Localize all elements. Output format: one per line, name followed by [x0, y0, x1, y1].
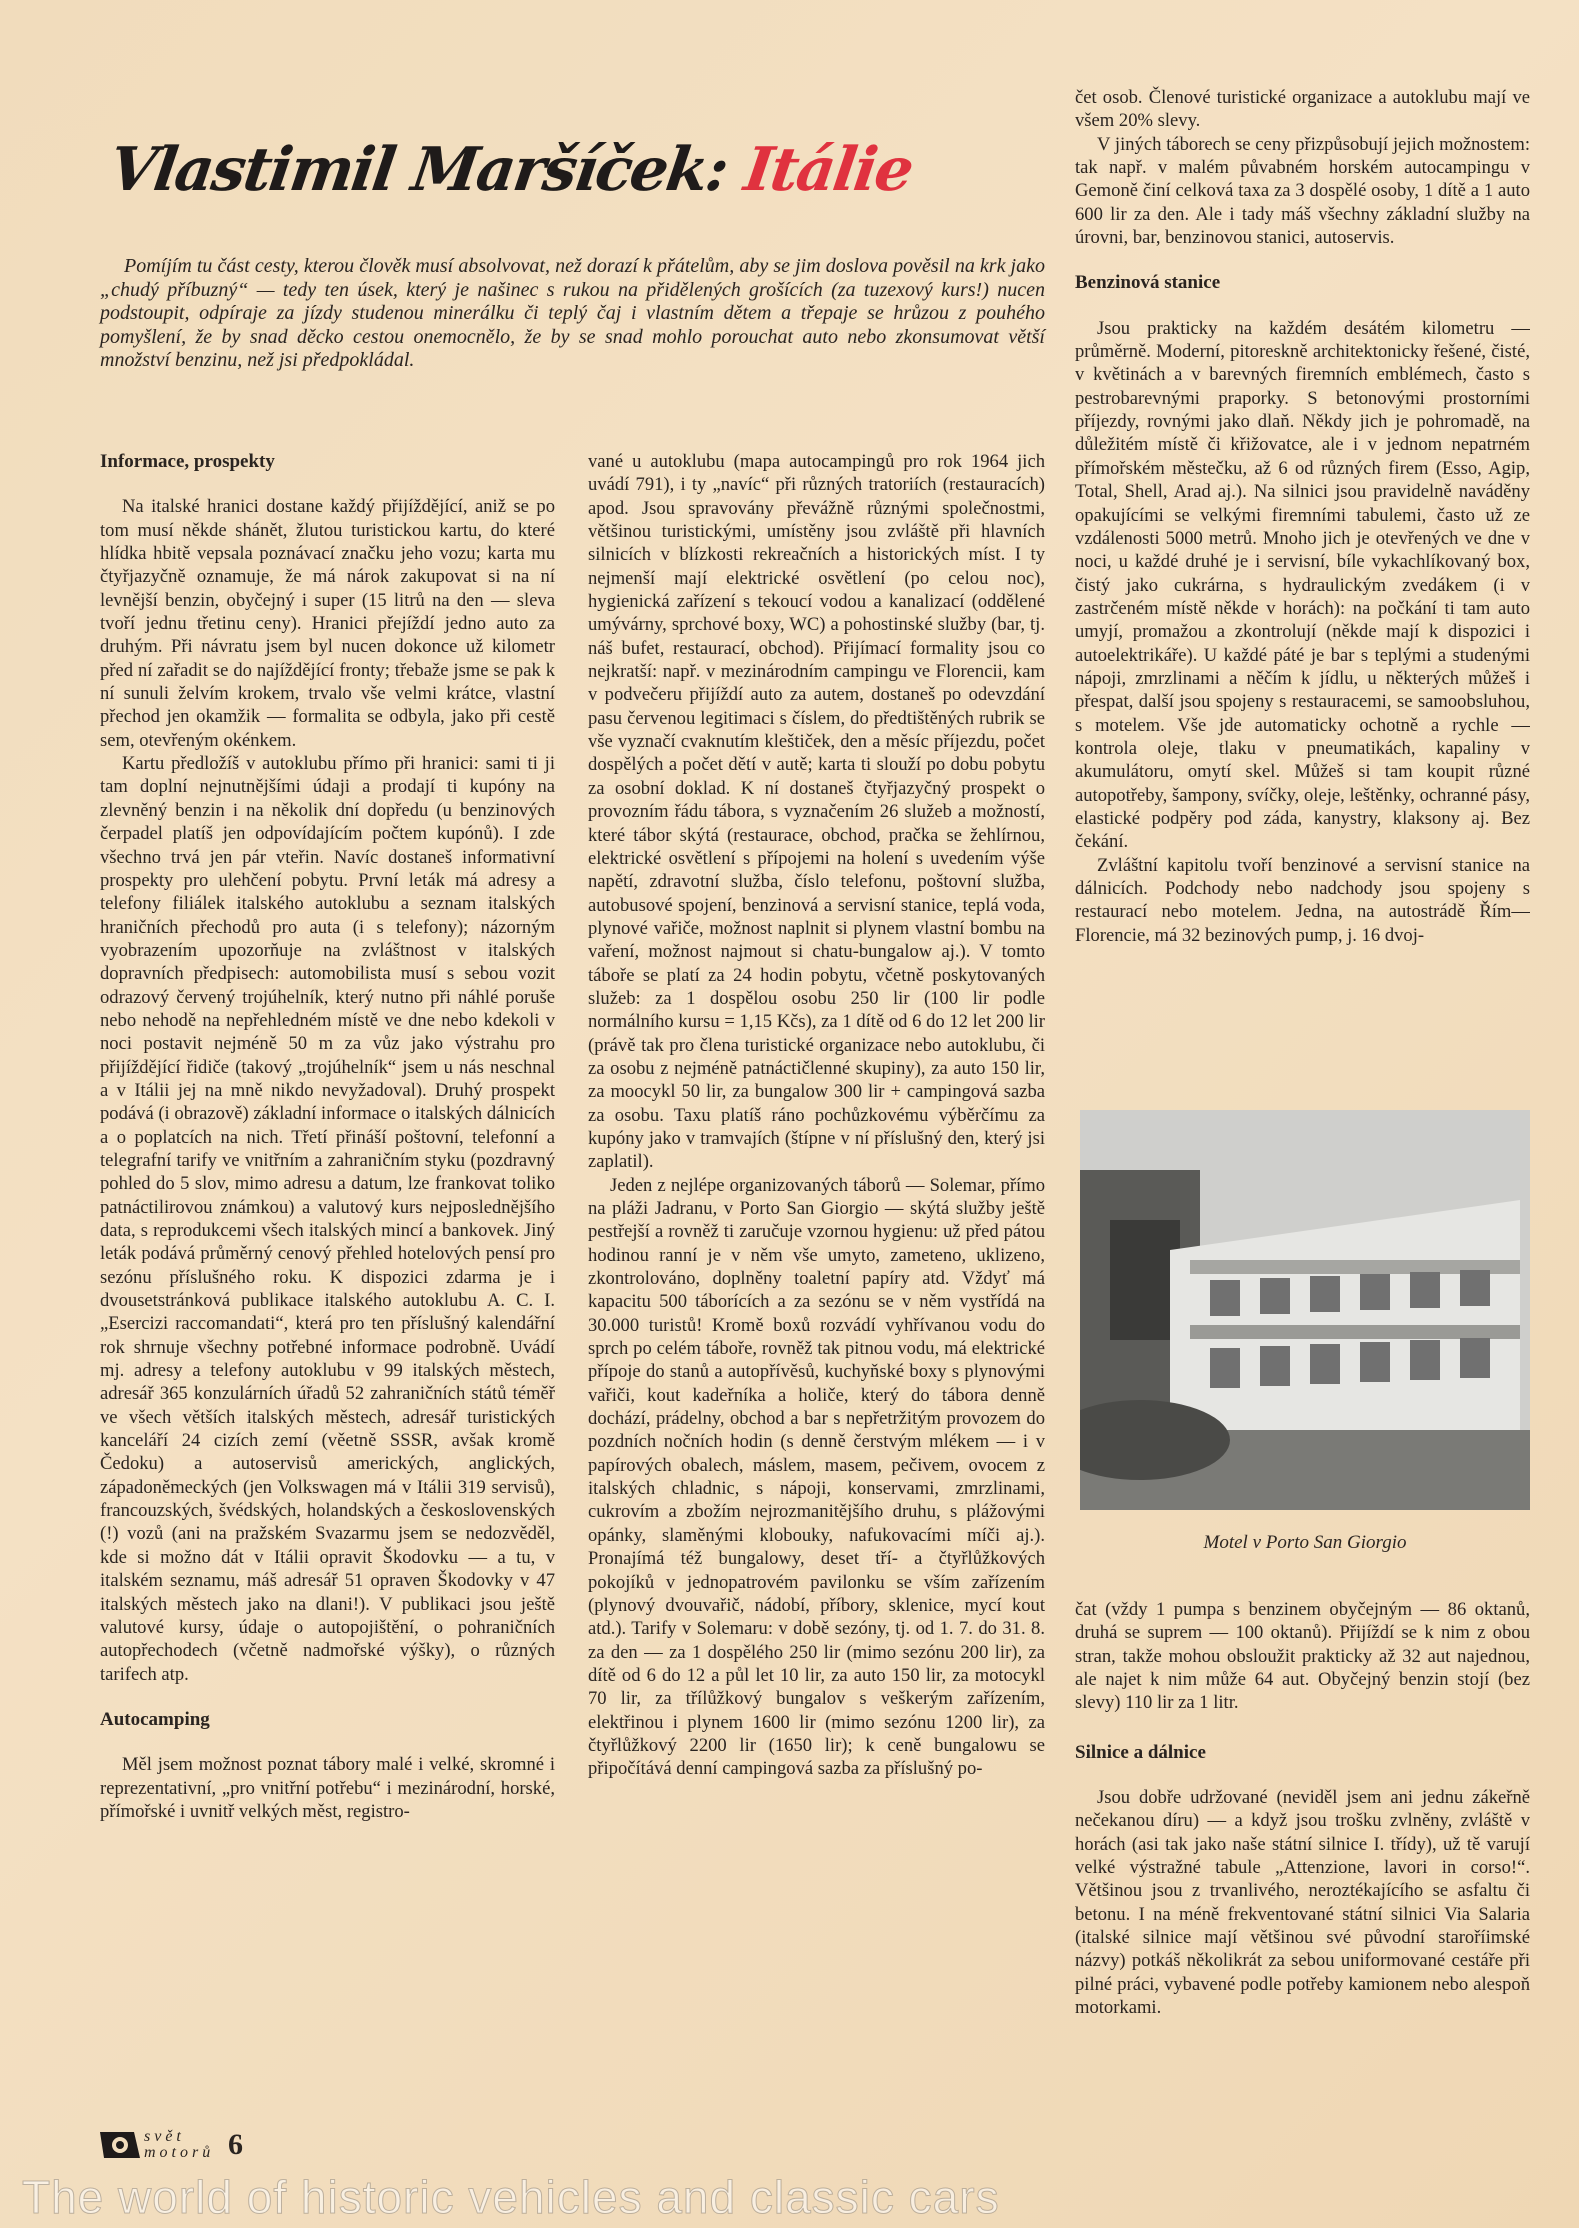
page-number: 6 — [228, 2128, 243, 2161]
column-3-bottom — [1075, 1598, 1530, 2098]
watermark-text: The world of historic vehicles and classic cars — [22, 2171, 1000, 2223]
paragraph: čet osob. Členové turistické organizace a autoklubu mají ve všem 20% slevy. — [1075, 87, 1530, 132]
paragraph: Kartu předložíš v autoklubu přímo při hranici: sami ti ji tam doplní nejnutnějšími údaji a prodají ti kupóny na zlevněný benzin i na několik dní dopředu (u benzinových čerpadel platíš jen odpovídajícím počtem kupónů). I zde všechno trvá jen pár vteřin. Navíc dostaneš informativní prospekty pro ulehčení pobytu. První leták má adresy a telefony filiálek italského autoklubu a seznam italských hraničních přechodů pro auta (i s telefony); názorným vyobrazením upozorňuje na zvláštnost v italských dopravních předpisech: automobilista musí s sebou vozit odrazový červený trojúhelník, který nutno při náhlé poruše nebo nehodě na nepřehledném místě ve dne nebo kdekoli v noci postavit nejméně 50 m za vůz jako výstrahu pro přijíždějící řidiče (takový „trojúhelník“ jsem u nás neschnal a v Itálii jej na mně nikdo nevyžadoval). Druhý prospekt podává (i obrazově) základní informace o italských dálnicích a o poplatcích na nich. Třetí přináší poštovní, telefonní a telegrafní tarify ve vnitřním a zahraničním styku (pozdravný pohled do 5 slov, mimo adresu a datum, lze frankovat toliko patnáctilirovou známkou) a valutový kurs nejposlednějšího data, s reprodukcemi všech italských mincí a bankovek. Jiný leták podává průměrný cenový přehled hotelových pensí pro sezónu příslušného roku. K dispozici zdarma je i dvousetstránková publikace italského autoklubu A. C. I. „Esercizi raccomandati“, která pro ten příslušný kalendářní rok shrnuje všechny potřebné informace podrobně. Uvádí mj. adresy a telefony autoklubu v 99 italských městech, adresář 365 konzulárních úřadů 52 zahraničních států téměř ve všech větších italských městech, adresář turistických kanceláří 24 cizích zemí (věetně SSSR, avšak kromě Čedoku) a autoservisů amerických, anglických, západoněmeckých (jen Volkswagen má v Itálii 319 servisů), francouzských, švédských, holandských a československých (!) vozů (ani na pražském Svazarmu jsem se nedozvěděl, kde si možno dát v Itálii opravit Škodovku — a tu, v italském seznamu, máš adresář 51 opraven Škodovky v 47 italských městech jako na dlani!). V publikaci jsou ještě valutové kursy, údaje o autopojištění, o pohraničních autopřechodech (včetně nadmořské výšky), o různých tarifech atp. — [100, 753, 555, 1685]
magazine-logo-icon — [100, 2130, 140, 2160]
article-title — [105, 95, 1050, 245]
section-heading: Autocamping — [100, 1708, 210, 1730]
intro-paragraph: Pomíjím tu část cesty, kterou člověk musí absolvovat, než dorazí k přátelům, aby se jim doslova pověsil na krk jako „chudý příbuzný“ — tedy ten úsek, který je našinec s rukou na přidělených grošících (za tuzexový kurs!) nucen podstoupit, odpíraje za jízdy studenou minerálku či teplý čaj i vlastním dětem a třepaje se hrůzou z pouhého pomyšlení, že by snad děcko cestou onemocnělo, že by se snad mohlo porouchat auto nebo zkonsumovat větší množství benzinu, než jsi předpokládal. — [100, 255, 1045, 372]
title-country: Itálie — [740, 135, 917, 205]
magazine-name: svět motorů — [144, 2128, 215, 2161]
photo-caption: Motel v Porto San Giorgio — [1203, 1532, 1407, 1553]
column-2 — [588, 450, 1045, 2090]
section-heading: Silnice a dálnice — [1075, 1741, 1206, 1763]
paragraph: Měl jsem možnost poznat tábory malé i velké, skromné i reprezentativní, „pro vnitřní potřebu“ i mezinárodní, horské, přímořské i uvnitř velkých měst, registro- — [100, 1754, 555, 1822]
paragraph: V jiných táborech se ceny přizpůsobují jejich možnostem: tak např. v malém půvabném horském autocampingu v Gemoně činí celková taxa za 3 dospělé osoby, 1 dítě a 1 auto 600 lir za den. Ale i tady máš všechny základní služby na úrovni, bar, benzinovou stanici, autoservis. — [1075, 133, 1530, 249]
column-1 — [100, 450, 555, 2090]
paragraph: Na italské hranici dostane každý přijíždějící, aniž se po tom musí někde shánět, žlutou turistickou kartu, do které hlídka hbitě vepsala poznávací značku jeho vozu; karta mu čtyřjazyčně oznamuje, že má nárok zakupovat si na ní levnější benzin, obyčejný i super (15 litrů na den — sleva tvoří jednu třetinu ceny). Hranici přejíždí jedno auto za druhým. Při návratu jsem byl nucen dokonce už kilometr před ní zařadit se do najíždějící fronty; třebaže jsme se pak k ní sunuli želvím krokem, trvalo vše velmi krátce, vlastní přechod jen okamžik — formalita se odbyla, jako při cestě sem, otevřeným okénkem. — [100, 496, 555, 751]
section-heading: Informace, prospekty — [100, 451, 275, 472]
magazine-footer — [100, 2128, 243, 2162]
section-heading: Benzinová stanice — [1075, 272, 1221, 294]
motel-photo — [1080, 1110, 1530, 1510]
paragraph: čat (vždy 1 pumpa s benzinem obyčejným — 86 oktanů, druhá se suprem — 100 oktanů). Přijíždí se k nim z obou stran, takže mohou obsloužit prakticky až 32 aut najednou, ale najet k nim může 64 aut. Obyčejný benzin stojí (bez slevy) 110 lir za 1 litr. — [1075, 1599, 1530, 1714]
paragraph: Jsou prakticky na každém desátém kilometru — průměrně. Moderní, pitoreskně architektonicky řešené, čisté, v květinách a v barevných firemních emblémech, často s pestrobarevnými praporky. S betonovými prostorními příjezdy, rovnými jako dlaň. Někdy jich je pohromadě, na důležitém místě či křižovatce, ale i v jednom nepatrném přímořském městečku, až 6 od různých firem (Esso, Agip, Total, Shell, Arad aj.). Na silnici jsou pravidelně naváděny opakujícími se velkými firemními tabulemi, často už ze vzdálenosti 5000 metrů. Mnoho jich je otevřených ve dne v noci, u každé druhé je i servisní, bíle vykachlíkovaný box, čistý jako cukrárna, s hydraulickým zvedákem (i v zastrčeném místě někde v horách): na počkání ti tam auto umyjí, promažou a zkontrolují (někde mají k dispozici i autoelektrikáře). U každé páté je bar s teplými a studenými nápoji, zmrzlinami a něčím k jídlu, u některých můžeš i přespat, další jsou spojeny s restauracemi, se samoobsluhou, s motelem. Vše jde automaticky ochotně a rychle — kontrola oleje, tlaku v pneumatikách, kapaliny v akumulátoru, omytí skel. Můžeš si tam koupit různé autopotřeby, šampony, svíčky, oleje, leštěnky, ochranné pásy, elastické podpěry pod záda, kanystry, klaksony aj. Bez čekání. — [1075, 317, 1530, 853]
paragraph: vané u autoklubu (mapa autocampingů pro rok 1964 jich uvádí 791), i ty „navíc“ při různých tratoriích (restauracích) apod. Jsou spravovány převážně různými společnostmi, většinou turistickými, umístěny jsou zvláště při hlavních silnicích v blízkosti rekreačních a historických míst. I ty nejmenší mají elektrické osvětlení (po celou noc), hygienická zařízení s tekoucí vodou a kanalizací (oddělené umývárny, sprchové boxy, WC) a pohostinské služby (bar, tj. náš bufet, restaurací, obchod). Přijímací formality jsou co nejkratší: např. v mezinárodním campingu ve Florencii, kam v podvečeru přijíždí auto za autem, dostaneš po odevzdání pasu červenou legitimaci s číslem, do předtištěných rubrik se vše vyznačí cvaknutím kleštiček, den a měsíc příjezdu, počet dospělých a počet dětí v autě; karta ti slouží po dobu pobytu za osobní doklad. K ní dostaneš čtyřjazyčný prospekt o provozním řádu tábora, s vyznačením 26 služeb a možností, které tábor skýtá (restaurace, obchod, pračka se žehlírnou, elektrické osvětlení s přípojemi na holení s uvedením výše napětí, zdravotní služba, číslo telefonu, poštovní služba, autobusové spojení, benzinová a servisní stanice, teplá voda, plynové vařiče, možnost naplnit si plynem vlastní bombu na vaření, možnost najmout si chatu-bungalow aj.). V tomto táboře se platí za 24 hodin pobytu, včetně poskytovaných služeb: za 1 dospělou osobu 250 lir (100 lir podle normálního kursu = 1,15 Kčs), za 1 dítě od 6 do 12 let 200 lir (právě tak pro člena turistické organizace nebo autoklubu, či za osobu z nejméně patnáctičlenné skupiny), za auto 150 lir, za moocykl 50 lir, za bungalow 300 lir + campingová sazba za osobu. Taxu platíš ráno pochůzkovému výběrčímu za kupóny jako v tramvajích (štípne v ní příslušný den, který jsi zaplatil). — [588, 451, 1045, 1173]
title-author: Vlastimil Maršíček: — [105, 135, 732, 205]
paragraph: Zvláštní kapitolu tvoří benzinové a servisní stanice na dálnicích. Podchody nebo nadchody jsou spojeny s restaurací nebo motelem. Jedna, na autostrádě Řím—Florencie, má 32 bezinových pump, j. 16 dvoj- — [1075, 854, 1530, 946]
column-3-top — [1075, 86, 1530, 1096]
paragraph: Jeden z nejlépe organizovaných táborů — Solemar, přímo na pláži Jadranu, v Porto San Giorgio — skýtá služby ještě pestřejší a rovněž ti zaručuje vzornou hygienu: už před pátou hodinou ranní je v něm vše umyto, zameteno, uklizeno, zkontrolováno, doplněny toaletní papíry atd. Vždyť má kapacitu 500 táborících a za sezónu se v něm vystřídá na 30.000 turistů! Kromě boxů rozvádí vyhřívanou vodu do sprch po celém táboře, rovněž tak pitnou vodu, má elektrické přípoje do stanů a autopřívěsů, kuchyňské boxy s plynovými vařiči, kout kadeřníka a holiče, který do tábora denně dochází, prádelny, obchod a bar s nepřetržitým provozem do pozdních nočních hodin (s denně čerstvým mlékem — i v papírových obalech, máslem, masem, pečivem, ovocem z italských chladnic, s nápoji, konservami, zmrzlinami, cukrovím a zbožím nejrozmanitějšího druhu, s plážovými opánky, slaměnými klobouky, nafukovacími míči aj.). Pronajímá též bungalowy, deset tří- a čtyřlůžkových pokojíků v jednopatrovém pavilonku se vším zařízením (plynový dvouvařič, nádobí, příbory, sklenice, mycí kout atd.). Tarify v Solemaru: v době sezóny, tj. od 1. 7. do 31. 8. za den — za 1 dospělého 250 lir (mimo sezónu 200 lir), za dítě od 6 do 12 a půl let 10 lir, za auto 150 lir, za motocykl 70 lir, za třílůžkový bungalov s veškerým zařízením, elektřinou i plynem 1600 lir (mimo sezónu 1200 lir), za čtyřlůžkový 2200 lir (1650 lir); k ceně bungalowu se připočítává denní campingová sazba za příslušný po- — [588, 1174, 1045, 1780]
paragraph: Jsou dobře udržované (neviděl jsem ani jednu zákeřně nečekanou díru) — a když jsou trošku zvlněny, zvláště v horách (asi tak jako naše státní silnice I. třídy), už tě varují velké výstražné tabule „Attenzione, lavori in corso!“. Většinou jsou z trvanlivého, neroztékajícího se asfaltu či betonu. I na méně frekventované státní silnici Via Salaria (italské silnice mají většinou své původní staroříimské názvy) potkáš několikrát za sebou uniformované cestáře při pilné práci, vybavené podle potřeby kamionem nebo alespoň motorkami. — [1075, 1787, 1530, 2019]
